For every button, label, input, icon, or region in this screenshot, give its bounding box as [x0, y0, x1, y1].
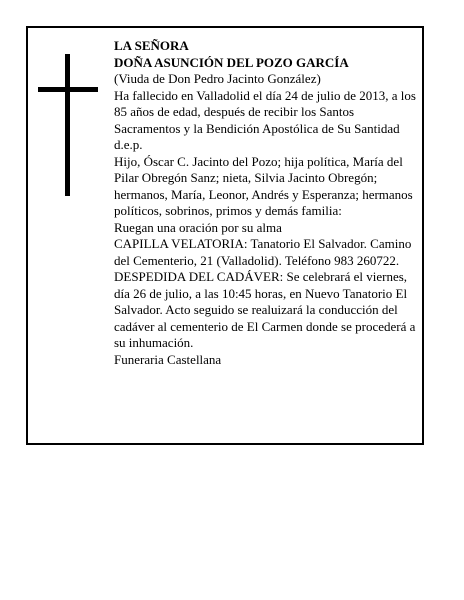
- title-line-1: LA SEÑORA: [114, 38, 189, 53]
- farewell-info: DESPEDIDA DEL CADÁVER: Se celebrará el viernes, día 26 de julio, a las 10:45 horas, en Nuevo Tanatorio El Salvador. Acto seguido se realuizará la conducción del cadáver al cementerio de El Carmen donde se procederá a su inhumación.: [114, 269, 416, 350]
- death-announcement: Ha fallecido en Valladolid el día 24 de julio de 2013, a los 85 años de edad, después de recibir los Santos Sacramentos y la Bendición Apostólica de Su Santidad: [114, 87, 416, 136]
- widow-of-line: (Viuda de Don Pedro Jacinto González): [114, 71, 321, 86]
- cross-vertical-bar: [65, 54, 70, 196]
- deceased-name: DOÑA ASUNCIÓN DEL POZO GARCÍA: [114, 54, 349, 70]
- cross-horizontal-bar: [38, 87, 98, 92]
- family-list: Hijo, Óscar C. Jacinto del Pozo; hija política, María del Pilar Obregón Sanz; nieta, Silvia Jacinto Obregón; hermanos, María, Leonor, Andrés y Esperanza; hermanos políticos, sobrinos, primos y demás familia:: [114, 153, 413, 218]
- dep-line: d.e.p.: [114, 137, 143, 152]
- latin-cross-icon: [38, 54, 98, 196]
- obituary-text: [114, 38, 420, 368]
- chapel-info: CAPILLA VELATORIA: Tanatorio El Salvador. Camino del Cementerio, 21 (Valladolid). Teléfono 983 260722.: [114, 236, 412, 268]
- funeral-home-name: Funeraria Castellana: [114, 351, 222, 367]
- prayer-request: Ruegan una oración por su alma: [114, 219, 282, 235]
